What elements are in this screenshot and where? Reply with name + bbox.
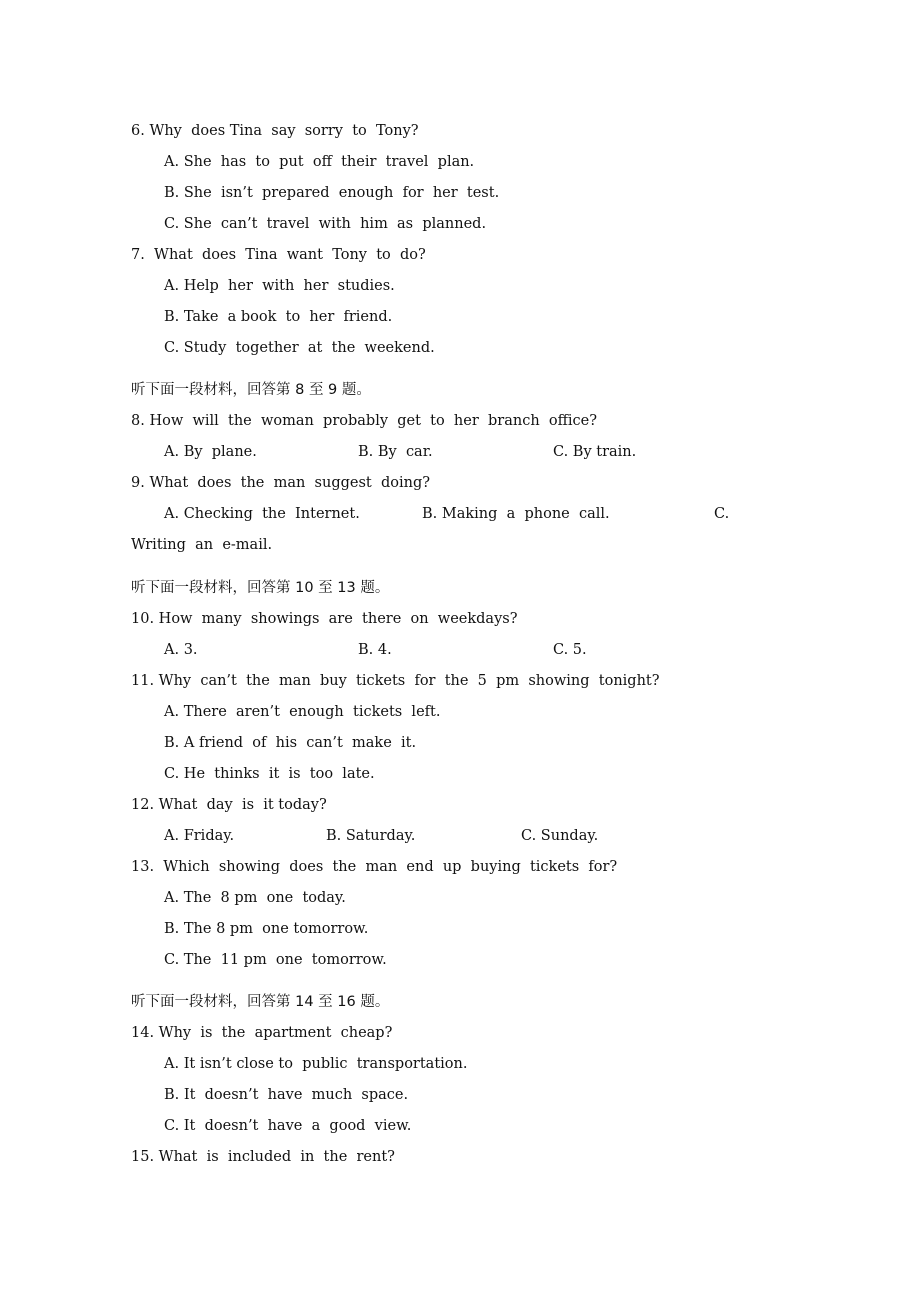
question-8-option-a: A. By plane. (164, 444, 257, 460)
question-9-option-b: B. Making a phone call. (422, 506, 610, 522)
question-12-option-b: B. Saturday. (326, 828, 416, 844)
question-11-option-c: C. He thinks it is too late. (164, 766, 375, 782)
question-12-stem: 12. What day is it today? (131, 797, 327, 813)
question-12-option-c: C. Sunday. (521, 828, 599, 844)
question-12-option-a: A. Friday. (164, 828, 235, 844)
question-8-stem: 8. How will the woman probably get to her branch office? (131, 413, 598, 429)
question-8-option-c: C. By train. (553, 444, 637, 460)
question-7-option-a: A. Help her with her studies. (164, 278, 395, 294)
question-7-option-c: C. Study together at the weekend. (164, 340, 435, 356)
question-9-stem: 9. What does the man suggest doing? (131, 475, 430, 491)
question-14-option-a: A. It isn’t close to public transportation. (164, 1056, 468, 1072)
question-15-stem: 15. What is included in the rent? (131, 1149, 395, 1165)
question-11-stem: 11. Why can’t the man buy tickets for the 5 pm showing tonight? (131, 673, 660, 689)
question-9-options (0, 504, 920, 524)
question-6-option-b: B. She isn’t prepared enough for her test. (164, 185, 500, 201)
question-9-option-c-continuation: Writing an e-mail. (131, 537, 273, 553)
question-6-option-c: C. She can’t travel with him as planned. (164, 216, 487, 232)
question-13-option-a: A. The 8 pm one today. (164, 890, 346, 906)
question-8-option-b: B. By car. (358, 444, 433, 460)
question-10-option-c: C. 5. (553, 642, 587, 658)
question-13-option-b: B. The 8 pm one tomorrow. (164, 921, 369, 937)
question-14-stem: 14. Why is the apartment cheap? (131, 1025, 393, 1041)
question-9-option-c: C. (714, 506, 730, 522)
question-6-option-a: A. She has to put off their travel plan. (164, 154, 475, 170)
question-10-option-a: A. 3. (164, 642, 198, 658)
question-10-stem: 10. How many showings are there on weekdays? (131, 611, 518, 627)
question-14-option-b: B. It doesn’t have much space. (164, 1087, 409, 1103)
question-10-option-b: B. 4. (358, 642, 392, 658)
section-heading-14-16: 听下面一段材料，回答第 14 至 16 题。 (131, 994, 390, 1010)
question-10-options (0, 640, 920, 660)
question-6-stem: 6. Why does Tina say sorry to Tony? (131, 123, 419, 139)
question-7-stem: 7. What does Tina want Tony to do? (131, 247, 426, 263)
question-13-option-c: C. The 11 pm one tomorrow. (164, 952, 387, 968)
question-11-option-a: A. There aren’t enough tickets left. (164, 704, 441, 720)
section-heading-10-13: 听下面一段材料，回答第 10 至 13 题。 (131, 580, 390, 596)
section-heading-8-9: 听下面一段材料，回答第 8 至 9 题。 (131, 382, 371, 398)
question-14-option-c: C. It doesn’t have a good view. (164, 1118, 412, 1134)
question-8-options (0, 442, 920, 462)
question-12-options (0, 826, 920, 846)
question-9-option-a: A. Checking the Internet. (164, 506, 360, 522)
question-13-stem: 13. Which showing does the man end up buying tickets for? (131, 859, 618, 875)
question-11-option-b: B. A friend of his can’t make it. (164, 735, 417, 751)
question-7-option-b: B. Take a book to her friend. (164, 309, 393, 325)
